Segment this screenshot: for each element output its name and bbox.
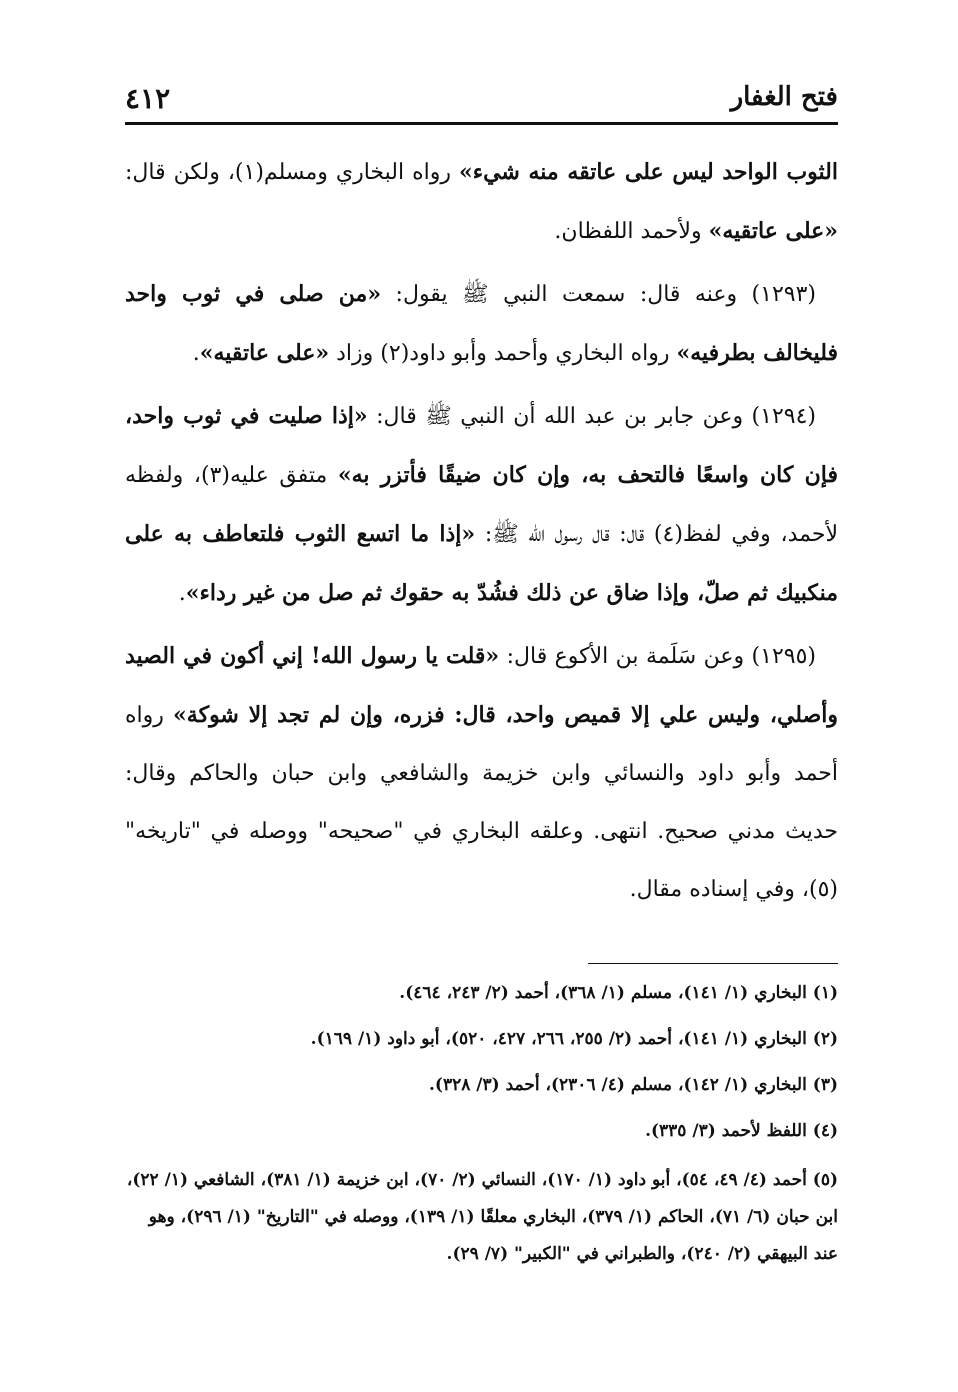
- narration-text: (١٢٩٣) وعنه قال: سمعت النبي ﷺ يقول:: [381, 282, 817, 307]
- footnote-3: (٣) البخاري (١/ ١٤٢)، مسلم (٤/ ٢٣٠٦)، أحمد (٣/ ٣٢٨).: [428, 1075, 838, 1095]
- narration-text: ولأحمد اللفظان.: [554, 219, 709, 244]
- page-number: ٤١٢: [125, 82, 171, 115]
- book-title: فتح الغفار: [730, 82, 838, 112]
- narration-text: رواه البخاري ومسلم(١)، ولكن قال:: [125, 160, 459, 185]
- narration-text: (١٢٩٥) وعن سَلَمة بن الأكوع قال:: [499, 644, 816, 669]
- hadith-quote: «من صلى في ثوب واحد فليخالف بطرفيه»: [125, 281, 838, 366]
- footnotes: [125, 978, 838, 1273]
- hadith-quote: الثوب الواحد ليس على عاتقه منه شيء»: [458, 159, 838, 185]
- hadith-quote: «إذا صليت في ثوب واحد، فإن كان واسعًا فالتحف به، وإن كان ضيقًا فأتزر به»: [125, 403, 838, 488]
- hadith-quote: «إذا ما اتسع الثوب فلتعاطف به على منكبيك ثم صلّ، وإذا ضاق عن ذلك فشُدّ به حقوك ثم صل من غير رداء»: [125, 521, 838, 606]
- footnote-divider: [588, 963, 838, 964]
- page-header: [125, 80, 838, 125]
- hadith-quote: «قلت يا رسول الله! إني أكون في الصيد وأصلي، وليس علي إلا قميص واحد، قال: فزره، وإن لم تجد إلا شوكة»: [125, 643, 838, 728]
- footnote-4: (٤) اللفظ لأحمد (٣/ ٣٣٥).: [645, 1121, 838, 1141]
- narration-text: متفق عليه(٣)، ولفظه لأحمد، وفي لفظ(٤) قال: قال رسول الله ﷺ:: [125, 463, 838, 547]
- book-page: [125, 80, 838, 1289]
- footnote-5: (٥) أحمد (٤/ ٤٩، ٥٤)، أبو داود (١/ ١٧٠)، النسائي (٢/ ٧٠)، ابن خزيمة (١/ ٣٨١)، الشافعي (١/ ٢٢)، ابن حبان (٦/ ٧١)، الحاكم (١/ ٣٧٩)، البخاري معلقًا (١/ ١٣٩)، ووصله في "التاريخ" (١/ ٢٩٦)، وهو عند البيهقي (٢/ ٢٤٠)، والطبراني في "الكبير" (٧/ ٢٩).: [126, 1170, 838, 1264]
- main-text: [125, 143, 838, 919]
- footnote-1: (١) البخاري (١/ ١٤١)، مسلم (١/ ٣٦٨)، أحمد (٢/ ٢٤٣، ٤٦٤).: [399, 983, 838, 1003]
- narration-text: .: [192, 341, 200, 366]
- footnote-2: (٢) البخاري (١/ ١٤١)، أحمد (٢/ ٢٥٥، ٢٦٦، ٤٢٧، ٥٢٠)، أبو داود (١/ ١٦٩).: [310, 1029, 838, 1049]
- paragraph-continuation: [125, 143, 838, 261]
- hadith-1294: [125, 387, 838, 623]
- hadith-1293: [125, 265, 838, 383]
- narration-text: .: [178, 581, 186, 606]
- hadith-quote: «على عاتقيه»: [708, 218, 838, 244]
- narration-text: (١٢٩٤) وعن جابر بن عبد الله أن النبي ﷺ قال:: [367, 404, 817, 429]
- hadith-1295: [125, 627, 838, 919]
- narration-text: رواه البخاري وأحمد وأبو داود(٢) وزاد: [329, 341, 677, 366]
- narration-text: رواه أحمد وأبو داود والنسائي وابن خزيمة والشافعي وابن حبان والحاكم وقال: حديث مدني صحيح. انتهى. وعلقه البخاري في "صحيحه" ووصله في "تاريخه" (٥)، وفي إسناده مقال.: [125, 703, 838, 902]
- hadith-quote: «على عاتقيه»: [199, 340, 330, 366]
